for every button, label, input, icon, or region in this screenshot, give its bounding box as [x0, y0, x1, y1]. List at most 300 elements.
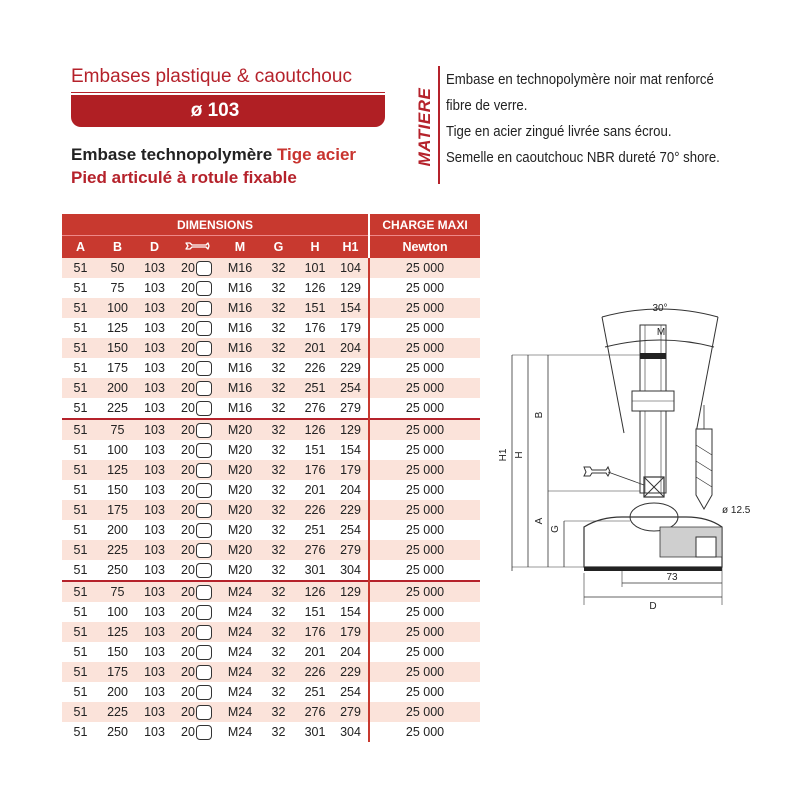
cell-g: 32: [260, 460, 297, 480]
wrench-size: 20: [181, 585, 195, 599]
cell-h: 226: [297, 662, 333, 682]
catalog-title: Embases plastique & caoutchouc: [71, 66, 352, 87]
cell-m: M16: [220, 258, 260, 278]
cell-newton: 25 000: [369, 398, 480, 419]
cell-m: M20: [220, 500, 260, 520]
cell-h1: 129: [333, 278, 369, 298]
hex-icon: [196, 543, 212, 558]
table-row: [62, 722, 480, 742]
cell-b: 200: [99, 520, 136, 540]
cell-wrench: [173, 460, 220, 480]
table-row: [62, 480, 480, 500]
cell-b: 250: [99, 560, 136, 581]
cell-a: 51: [62, 440, 99, 460]
hex-icon: [196, 463, 212, 478]
stem-top-band: [640, 353, 666, 359]
cell-h: 126: [297, 419, 333, 440]
material-divider: [438, 66, 440, 184]
cell-d: 103: [136, 258, 173, 278]
cell-m: M24: [220, 602, 260, 622]
cell-b: 200: [99, 378, 136, 398]
wrench-size: 20: [181, 321, 195, 335]
cell-h1: 304: [333, 560, 369, 581]
cell-a: 51: [62, 702, 99, 722]
cell-h1: 254: [333, 682, 369, 702]
cell-d: 103: [136, 358, 173, 378]
cell-a: 51: [62, 581, 99, 602]
cell-m: M20: [220, 520, 260, 540]
wrench-size: 20: [181, 401, 195, 415]
cell-b: 225: [99, 398, 136, 419]
cell-d: 103: [136, 520, 173, 540]
title-rule: [71, 92, 385, 93]
cell-wrench: [173, 560, 220, 581]
cell-m: M16: [220, 358, 260, 378]
angle-line-left: [602, 317, 624, 433]
cell-m: M16: [220, 318, 260, 338]
cell-g: 32: [260, 480, 297, 500]
wrench-icon: [184, 240, 210, 252]
table-row: [62, 419, 480, 440]
table-row: [62, 460, 480, 480]
wrench-size: 20: [181, 423, 195, 437]
cell-g: 32: [260, 440, 297, 460]
cell-newton: 25 000: [369, 278, 480, 298]
hex-icon: [196, 261, 212, 276]
cell-m: M16: [220, 298, 260, 318]
material-description: [446, 67, 766, 171]
cell-m: M16: [220, 278, 260, 298]
cell-g: 32: [260, 602, 297, 622]
cell-d: 103: [136, 378, 173, 398]
cell-h: 276: [297, 540, 333, 560]
cell-h1: 204: [333, 338, 369, 358]
table-row: [62, 702, 480, 722]
product-feature: Pied articulé à rotule fixable: [71, 168, 297, 187]
cell-wrench: [173, 398, 220, 419]
cell-g: 32: [260, 500, 297, 520]
cell-h: 201: [297, 480, 333, 500]
table-row: [62, 378, 480, 398]
cell-m: M24: [220, 722, 260, 742]
cell-newton: 25 000: [369, 258, 480, 278]
cell-g: 32: [260, 581, 297, 602]
cell-h: 151: [297, 602, 333, 622]
cell-h: 126: [297, 581, 333, 602]
hex-icon: [196, 523, 212, 538]
cell-b: 100: [99, 602, 136, 622]
table-row: [62, 440, 480, 460]
cell-newton: 25 000: [369, 602, 480, 622]
col-b: B: [99, 236, 136, 259]
cell-newton: 25 000: [369, 520, 480, 540]
cell-wrench: [173, 338, 220, 358]
cell-g: 32: [260, 642, 297, 662]
cell-newton: 25 000: [369, 419, 480, 440]
fixing-hole: [696, 537, 716, 557]
table-row: [62, 682, 480, 702]
cell-m: M20: [220, 419, 260, 440]
cell-newton: 25 000: [369, 540, 480, 560]
cell-h1: 229: [333, 500, 369, 520]
cell-g: 32: [260, 298, 297, 318]
subtitle-base: Embase technopolymère: [71, 145, 273, 164]
cell-h1: 229: [333, 358, 369, 378]
cell-wrench: [173, 298, 220, 318]
wrench-size: 20: [181, 443, 195, 457]
cell-m: M24: [220, 581, 260, 602]
table-row: [62, 520, 480, 540]
cell-newton: 25 000: [369, 440, 480, 460]
cell-a: 51: [62, 318, 99, 338]
diameter-tab-tail: [359, 95, 385, 127]
cell-newton: 25 000: [369, 622, 480, 642]
cell-wrench: [173, 258, 220, 278]
cell-h1: 129: [333, 581, 369, 602]
cell-g: 32: [260, 662, 297, 682]
cell-newton: 25 000: [369, 358, 480, 378]
cell-h: 201: [297, 338, 333, 358]
cell-newton: 25 000: [369, 722, 480, 742]
cell-a: 51: [62, 460, 99, 480]
table-row: [62, 540, 480, 560]
cell-g: 32: [260, 722, 297, 742]
cell-g: 32: [260, 560, 297, 581]
cell-m: M20: [220, 560, 260, 581]
cell-wrench: [173, 378, 220, 398]
cell-h1: 204: [333, 642, 369, 662]
cell-d: 103: [136, 338, 173, 358]
wrench-size: 20: [181, 503, 195, 517]
cell-wrench: [173, 682, 220, 702]
hex-icon: [196, 685, 212, 700]
material-line: fibre de verre.: [446, 97, 528, 114]
table-row: [62, 581, 480, 602]
cell-h1: 279: [333, 398, 369, 419]
cell-g: 32: [260, 398, 297, 419]
cell-b: 250: [99, 722, 136, 742]
cell-wrench: [173, 480, 220, 500]
table-row: [62, 278, 480, 298]
cell-newton: 25 000: [369, 581, 480, 602]
cell-d: 103: [136, 602, 173, 622]
material-label: [413, 68, 437, 186]
hex-icon: [196, 443, 212, 458]
cell-b: 75: [99, 419, 136, 440]
cell-newton: 25 000: [369, 338, 480, 358]
cell-g: 32: [260, 622, 297, 642]
cell-g: 32: [260, 702, 297, 722]
cell-h: 301: [297, 560, 333, 581]
cell-b: 225: [99, 540, 136, 560]
cell-h: 201: [297, 642, 333, 662]
cell-a: 51: [62, 722, 99, 742]
cell-h1: 204: [333, 480, 369, 500]
wrench-size: 20: [181, 261, 195, 275]
wrench-size: 20: [181, 605, 195, 619]
cell-b: 225: [99, 702, 136, 722]
cell-newton: 25 000: [369, 560, 480, 581]
cell-b: 125: [99, 622, 136, 642]
cell-a: 51: [62, 520, 99, 540]
angle-line-right: [696, 317, 718, 433]
cell-h: 226: [297, 500, 333, 520]
drawing-wrench-icon: [584, 467, 610, 476]
cell-d: 103: [136, 722, 173, 742]
cell-a: 51: [62, 378, 99, 398]
cell-g: 32: [260, 419, 297, 440]
cell-d: 103: [136, 278, 173, 298]
cell-wrench: [173, 722, 220, 742]
cell-wrench: [173, 500, 220, 520]
material-line: Embase en technopolymère noir mat renforcé: [446, 71, 714, 88]
cell-wrench: [173, 540, 220, 560]
cell-wrench: [173, 440, 220, 460]
table-row: [62, 358, 480, 378]
table-row: [62, 560, 480, 581]
cell-h1: 154: [333, 440, 369, 460]
cell-a: 51: [62, 358, 99, 378]
cell-wrench: [173, 278, 220, 298]
cell-d: 103: [136, 662, 173, 682]
cell-d: 103: [136, 318, 173, 338]
wrench-size: 20: [181, 665, 195, 679]
cell-m: M24: [220, 642, 260, 662]
wrench-size: 20: [181, 301, 195, 315]
cell-newton: 25 000: [369, 662, 480, 682]
cell-h1: 279: [333, 702, 369, 722]
hex-icon: [196, 341, 212, 356]
cell-b: 100: [99, 298, 136, 318]
label-a: A: [534, 517, 545, 525]
cell-a: 51: [62, 642, 99, 662]
cell-b: 75: [99, 278, 136, 298]
cell-wrench: [173, 581, 220, 602]
cell-g: 32: [260, 338, 297, 358]
cell-b: 200: [99, 682, 136, 702]
table-row: [62, 602, 480, 622]
subtitle-stem: Tige acier: [276, 145, 357, 164]
product-subtitle: [71, 145, 356, 165]
cell-h: 126: [297, 278, 333, 298]
cell-m: M16: [220, 398, 260, 419]
table-row: [62, 338, 480, 358]
wrench-size: 20: [181, 685, 195, 699]
table-row: [62, 298, 480, 318]
cell-h: 101: [297, 258, 333, 278]
wrench-size: 20: [181, 361, 195, 375]
hex-icon: [196, 503, 212, 518]
col-newton: Newton: [369, 236, 480, 259]
label-73: 73: [666, 572, 678, 583]
cell-m: M24: [220, 702, 260, 722]
cell-h1: 254: [333, 520, 369, 540]
technical-drawing: [490, 295, 780, 615]
cell-a: 51: [62, 419, 99, 440]
cell-b: 50: [99, 258, 136, 278]
cell-h1: 179: [333, 622, 369, 642]
cell-m: M20: [220, 540, 260, 560]
wrench-size: 20: [181, 381, 195, 395]
table-row: [62, 662, 480, 682]
hex-icon: [196, 665, 212, 680]
load-header: CHARGE MAXI: [369, 214, 480, 236]
cell-m: M16: [220, 378, 260, 398]
cell-d: 103: [136, 298, 173, 318]
material-line: Tige en acier zingué livrée sans écrou.: [446, 123, 672, 140]
cell-a: 51: [62, 278, 99, 298]
table-body: [62, 258, 480, 742]
wrench-size: 20: [181, 725, 195, 739]
cell-d: 103: [136, 642, 173, 662]
cell-d: 103: [136, 560, 173, 581]
label-b: B: [534, 411, 545, 419]
label-g: G: [550, 525, 561, 533]
hex-icon: [196, 625, 212, 640]
cell-newton: 25 000: [369, 500, 480, 520]
cell-wrench: [173, 419, 220, 440]
cell-a: 51: [62, 298, 99, 318]
cell-h: 276: [297, 398, 333, 419]
hex-icon: [196, 605, 212, 620]
cell-h: 251: [297, 378, 333, 398]
cell-h: 176: [297, 460, 333, 480]
cell-newton: 25 000: [369, 318, 480, 338]
cell-g: 32: [260, 378, 297, 398]
hex-icon: [196, 423, 212, 438]
table-row: [62, 398, 480, 419]
cell-wrench: [173, 520, 220, 540]
hex-icon: [196, 645, 212, 660]
cell-newton: 25 000: [369, 480, 480, 500]
hex-icon: [196, 381, 212, 396]
table-row: [62, 622, 480, 642]
cell-m: M24: [220, 622, 260, 642]
cell-g: 32: [260, 278, 297, 298]
col-a: A: [62, 236, 99, 259]
cell-h1: 154: [333, 298, 369, 318]
cell-m: M20: [220, 440, 260, 460]
cell-wrench: [173, 602, 220, 622]
cell-h: 151: [297, 298, 333, 318]
hex-icon: [196, 585, 212, 600]
cell-d: 103: [136, 440, 173, 460]
cell-d: 103: [136, 540, 173, 560]
cell-b: 100: [99, 440, 136, 460]
cell-g: 32: [260, 540, 297, 560]
cell-d: 103: [136, 702, 173, 722]
cell-a: 51: [62, 622, 99, 642]
cell-wrench: [173, 622, 220, 642]
cell-g: 32: [260, 258, 297, 278]
cell-a: 51: [62, 560, 99, 581]
cell-g: 32: [260, 358, 297, 378]
cell-newton: 25 000: [369, 460, 480, 480]
cell-b: 175: [99, 358, 136, 378]
cell-h: 276: [297, 702, 333, 722]
cell-a: 51: [62, 602, 99, 622]
cell-d: 103: [136, 581, 173, 602]
wrench-size: 20: [181, 483, 195, 497]
table-row: [62, 500, 480, 520]
col-wrench: [173, 236, 220, 259]
label-h1: H1: [498, 448, 509, 462]
cell-d: 103: [136, 622, 173, 642]
col-m: M: [220, 236, 260, 259]
table-row: [62, 258, 480, 278]
wrench-size: 20: [181, 563, 195, 577]
cell-h1: 179: [333, 460, 369, 480]
cell-a: 51: [62, 258, 99, 278]
label-hole: ø 12.5: [722, 505, 751, 516]
cell-d: 103: [136, 480, 173, 500]
cell-h1: 129: [333, 419, 369, 440]
cell-h: 251: [297, 682, 333, 702]
cell-newton: 25 000: [369, 298, 480, 318]
table-row: [62, 642, 480, 662]
dimensions-table: [62, 214, 480, 742]
cell-h1: 104: [333, 258, 369, 278]
wrench-size: 20: [181, 523, 195, 537]
table-row: [62, 318, 480, 338]
hex-icon: [196, 725, 212, 740]
label-d: D: [649, 601, 657, 612]
cell-h: 176: [297, 318, 333, 338]
col-h1: H1: [333, 236, 369, 259]
diameter-tab: ø 103: [71, 95, 359, 127]
cell-a: 51: [62, 338, 99, 358]
cell-wrench: [173, 318, 220, 338]
cell-h: 151: [297, 440, 333, 460]
col-d: D: [136, 236, 173, 259]
cell-a: 51: [62, 500, 99, 520]
cell-d: 103: [136, 460, 173, 480]
hex-icon: [196, 483, 212, 498]
material-line: Semelle en caoutchouc NBR dureté 70° shore.: [446, 149, 720, 166]
cell-a: 51: [62, 398, 99, 419]
wrench-size: 20: [181, 625, 195, 639]
hex-icon: [196, 361, 212, 376]
wrench-size: 20: [181, 341, 195, 355]
label-h: H: [514, 451, 525, 459]
cell-g: 32: [260, 318, 297, 338]
hex-icon: [196, 401, 212, 416]
cell-m: M24: [220, 682, 260, 702]
cell-newton: 25 000: [369, 702, 480, 722]
cell-h1: 154: [333, 602, 369, 622]
col-g: G: [260, 236, 297, 259]
cell-h: 301: [297, 722, 333, 742]
cell-h: 251: [297, 520, 333, 540]
hex-icon: [196, 321, 212, 336]
cell-m: M20: [220, 460, 260, 480]
dimensions-header: DIMENSIONS: [62, 214, 369, 236]
hex-icon: [196, 705, 212, 720]
cell-b: 175: [99, 500, 136, 520]
cell-b: 125: [99, 318, 136, 338]
cell-h1: 229: [333, 662, 369, 682]
rubber-sole: [584, 567, 722, 571]
cell-d: 103: [136, 682, 173, 702]
cell-h1: 304: [333, 722, 369, 742]
hex-icon: [196, 281, 212, 296]
hex-icon: [196, 563, 212, 578]
cell-d: 103: [136, 500, 173, 520]
cell-wrench: [173, 358, 220, 378]
wrench-size: 20: [181, 281, 195, 295]
cell-b: 75: [99, 581, 136, 602]
label-m: M: [656, 327, 666, 338]
